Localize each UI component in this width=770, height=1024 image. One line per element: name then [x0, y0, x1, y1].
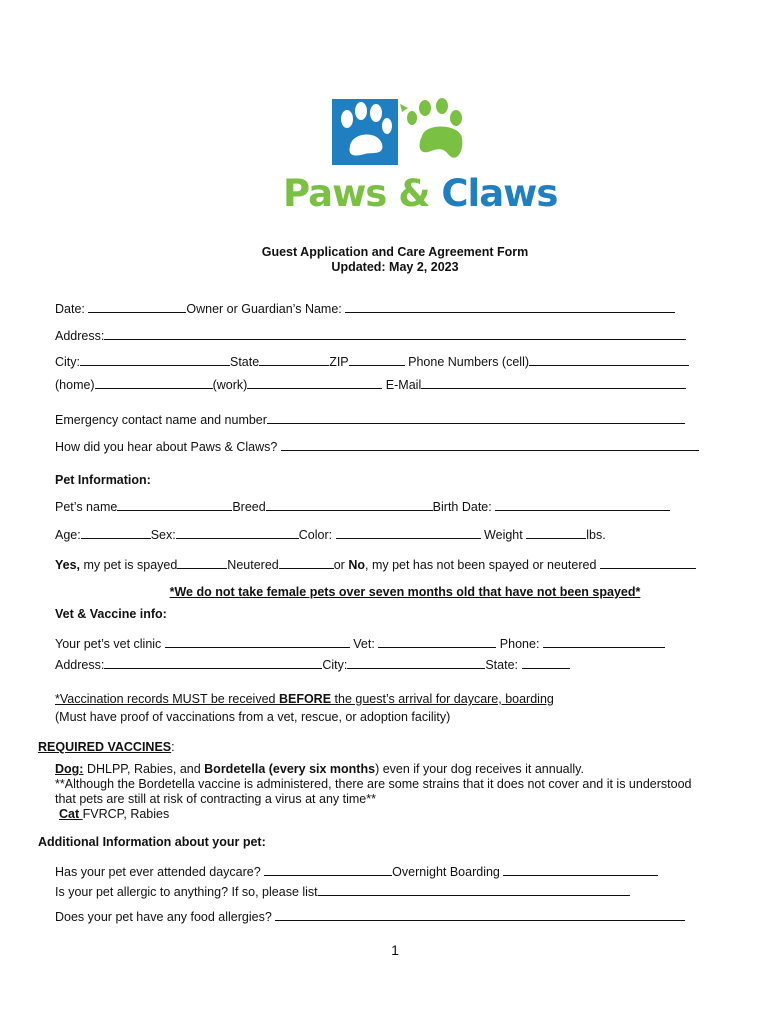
food-allergy-row: Does your pet have any food allergies?	[55, 908, 685, 925]
vet-clinic-row: Your pet’s vet clinic Vet: Phone:	[55, 635, 665, 652]
color-field[interactable]	[336, 526, 481, 539]
vet-clinic-field[interactable]	[165, 635, 350, 648]
form-title: Guest Application and Care Agreement Form	[261, 245, 529, 259]
date-guardian-row: Date: Owner or Guardian’s Name:	[55, 300, 675, 317]
pet-name-field[interactable]	[117, 498, 232, 511]
dog-vaccines: Dog: DHLPP, Rabies, and Bordetella (every six months) even if your dog receives it annually.	[55, 762, 584, 776]
paw-logo-icon	[330, 96, 470, 171]
proof-note: (Must have proof of vaccinations from a vet, rescue, or adoption facility)	[55, 710, 451, 724]
emergency-contact-field[interactable]	[267, 411, 685, 424]
pet-info-heading: Pet Information:	[55, 473, 151, 487]
vet-info-heading: Vet & Vaccine info:	[55, 607, 167, 621]
food-allergy-field[interactable]	[275, 908, 685, 921]
address-field[interactable]	[104, 327, 686, 340]
vet-address-field[interactable]	[104, 656, 322, 669]
age-sex-row: Age: Sex: Color: Weight lbs.	[55, 528, 606, 542]
spayed-field[interactable]	[177, 556, 227, 569]
neutered-field[interactable]	[279, 556, 334, 569]
state-field[interactable]	[259, 353, 329, 366]
city-field[interactable]	[80, 353, 230, 366]
email-field[interactable]	[421, 376, 686, 389]
not-spayed-field[interactable]	[600, 556, 696, 569]
bordetella-note-2: that pets are still at risk of contracting a virus at any time**	[55, 792, 376, 806]
vet-name-field[interactable]	[378, 635, 496, 648]
daycare-row: Has your pet ever attended daycare? Overnight Boarding	[55, 863, 658, 880]
daycare-field[interactable]	[264, 863, 392, 876]
cell-phone-field[interactable]	[529, 353, 689, 366]
vet-city-field[interactable]	[347, 656, 485, 669]
home-phone-field[interactable]	[95, 376, 213, 389]
home-work-email-row: (home) (work) E-Mail	[55, 376, 686, 393]
hear-about-row: How did you hear about Paws & Claws?	[55, 438, 699, 455]
logo-text: Paws & Claws	[283, 172, 558, 215]
spayed-row: Yes, my pet is spayed Neutered or No, my pet has not been spayed or neutered	[55, 556, 696, 573]
boarding-field[interactable]	[503, 863, 658, 876]
hear-about-field[interactable]	[281, 438, 699, 451]
additional-info-heading: Additional Information about your pet:	[38, 835, 266, 849]
guardian-name-field[interactable]	[345, 300, 675, 313]
cat-vaccines: Cat FVRCP, Rabies	[59, 807, 170, 821]
form-updated: Updated: May 2, 2023	[331, 260, 459, 274]
weight-field[interactable]	[526, 526, 586, 539]
date-field[interactable]	[88, 300, 186, 313]
required-vaccines-heading: REQUIRED VACCINES:	[38, 740, 175, 754]
city-row: City: State ZIP Phone Numbers (cell)	[55, 353, 689, 370]
work-phone-field[interactable]	[247, 376, 382, 389]
sex-field[interactable]	[176, 526, 299, 539]
page-number: 1	[391, 942, 399, 958]
bordetella-note-1: **Although the Bordetella vaccine is administered, there are some strains that it does not cover and it is understood	[55, 777, 692, 791]
address-row: Address:	[55, 327, 686, 344]
vet-address-row: Address: City: State:	[55, 656, 570, 673]
zip-field[interactable]	[349, 353, 405, 366]
pet-name-row: Pet’s name Breed Birth Date:	[55, 498, 670, 515]
vet-state-field[interactable]	[522, 656, 570, 669]
vet-phone-field[interactable]	[543, 635, 665, 648]
vaccination-records-note: *Vaccination records MUST be received BEFORE the guest’s arrival for daycare, boarding	[55, 692, 554, 706]
allergy-field[interactable]	[318, 883, 630, 896]
spay-notice: *We do not take female pets over seven months old that have not been spayed*	[169, 585, 641, 599]
emergency-row: Emergency contact name and number	[55, 411, 685, 428]
allergy-row: Is your pet allergic to anything? If so, please list	[55, 883, 630, 900]
logo	[330, 96, 470, 171]
birth-date-field[interactable]	[495, 498, 670, 511]
age-field[interactable]	[81, 526, 151, 539]
breed-field[interactable]	[266, 498, 433, 511]
